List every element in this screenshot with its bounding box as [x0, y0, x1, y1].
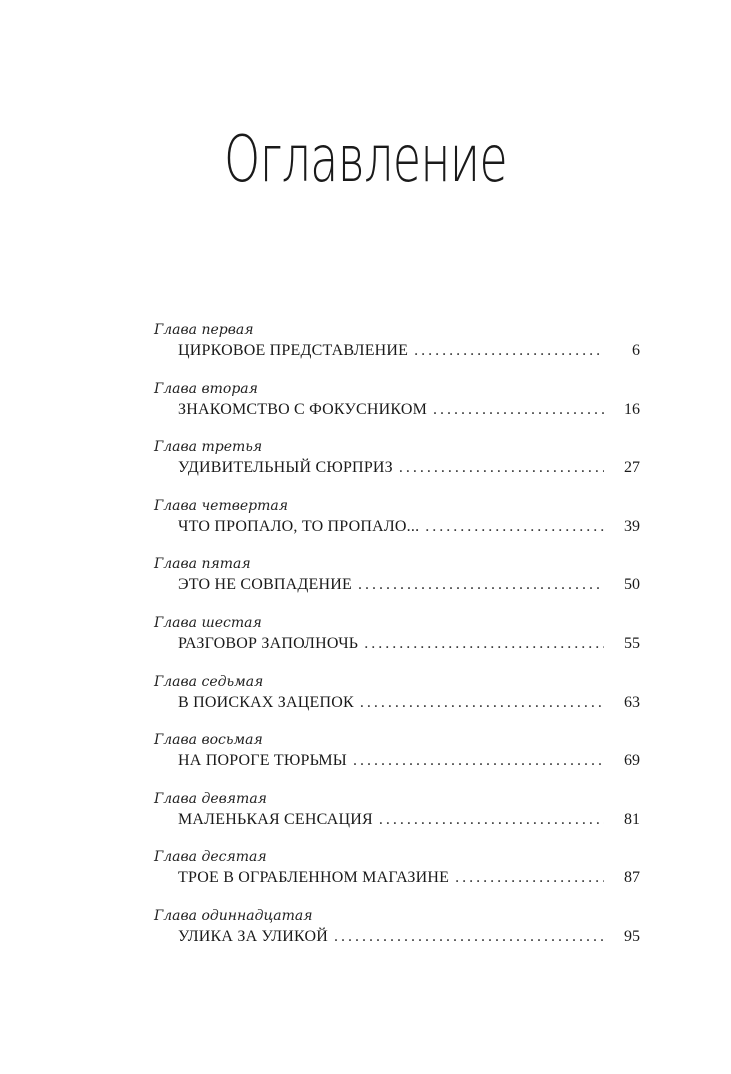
page-number: 69 [624, 752, 640, 770]
toc-entry-7 [154, 672, 640, 731]
toc-entry-4 [154, 496, 640, 555]
dot-leader [360, 692, 604, 714]
chapter-label: Глава восьмая [154, 732, 263, 749]
chapter-label: Глава пятая [154, 556, 251, 573]
chapter-label: Глава первая [154, 322, 254, 338]
chapter-title: НА ПОРОГЕ ТЮРЬМЫ [178, 752, 347, 770]
page-number: 39 [624, 517, 640, 535]
toc-line [178, 692, 640, 714]
dot-leader [353, 750, 604, 772]
dot-leader [414, 340, 604, 362]
dot-leader [358, 574, 604, 596]
table-of-contents [154, 320, 640, 965]
toc-entry-3 [154, 437, 640, 496]
dot-leader [399, 457, 604, 479]
chapter-title: УЛИКА ЗА УЛИКОЙ [178, 927, 329, 945]
toc-entry-2 [154, 379, 640, 438]
chapter-title: В ПОИСКАХ ЗАЦЕПОК [178, 693, 354, 711]
chapter-label: Глава одиннадцатая [154, 907, 313, 924]
chapter-title: МАЛЕНЬКАЯ СЕНСАЦИЯ [178, 810, 373, 828]
toc-line [178, 457, 640, 479]
page-title: Оглавление [223, 123, 508, 197]
toc-entry-1 [154, 320, 640, 379]
toc-entry-5 [154, 554, 640, 613]
chapter-label: Глава третья [154, 439, 263, 456]
dot-leader [334, 926, 604, 948]
page-number: 6 [632, 342, 640, 359]
toc-line [178, 574, 640, 596]
page-number: 27 [624, 459, 640, 477]
page-number: 81 [624, 810, 640, 828]
toc-entry-8 [154, 730, 640, 789]
chapter-title: РАЗГОВОР ЗАПОЛНОЧЬ [178, 634, 359, 652]
toc-entry-10 [154, 847, 640, 906]
toc-line [178, 399, 640, 421]
page-number: 50 [624, 576, 640, 594]
toc-entry-6 [154, 613, 640, 672]
toc-line [178, 750, 640, 772]
chapter-title: ЭТО НЕ СОВПАДЕНИЕ [178, 576, 352, 594]
dot-leader [425, 516, 604, 538]
chapter-label: Глава десятая [154, 849, 267, 866]
chapter-title: ЧТО ПРОПАЛО, ТО ПРОПАЛО... [178, 517, 420, 535]
chapter-label: Глава вторая [154, 380, 258, 397]
toc-line [178, 926, 640, 948]
chapter-title: ЦИРКОВОЕ ПРЕДСТАВЛЕНИЕ [178, 342, 409, 359]
page-number: 95 [624, 927, 640, 945]
dot-leader [433, 399, 604, 421]
chapter-label: Глава седьмая [154, 673, 264, 690]
page-number: 87 [624, 869, 640, 887]
toc-line [178, 340, 640, 362]
toc-line [178, 633, 640, 655]
chapter-title: ЗНАКОМСТВО С ФОКУСНИКОМ [178, 400, 428, 418]
toc-line [178, 516, 640, 538]
dot-leader [364, 633, 604, 655]
toc-entry-9 [154, 789, 640, 848]
chapter-title: ТРОЕ В ОГРАБЛЕННОМ МАГАЗИНЕ [178, 869, 450, 887]
toc-line [178, 867, 640, 889]
dot-leader [455, 867, 604, 889]
chapter-label: Глава шестая [154, 614, 262, 631]
chapter-label: Глава четвертая [154, 497, 289, 514]
toc-line [178, 809, 640, 831]
page-number: 16 [624, 400, 640, 418]
page-number: 55 [624, 634, 640, 652]
chapter-title: УДИВИТЕЛЬНЫЙ СЮРПРИЗ [178, 459, 393, 477]
chapter-label: Глава девятая [154, 790, 267, 807]
page-number: 63 [624, 693, 640, 711]
dot-leader [379, 809, 604, 831]
toc-entry-11 [154, 906, 640, 965]
